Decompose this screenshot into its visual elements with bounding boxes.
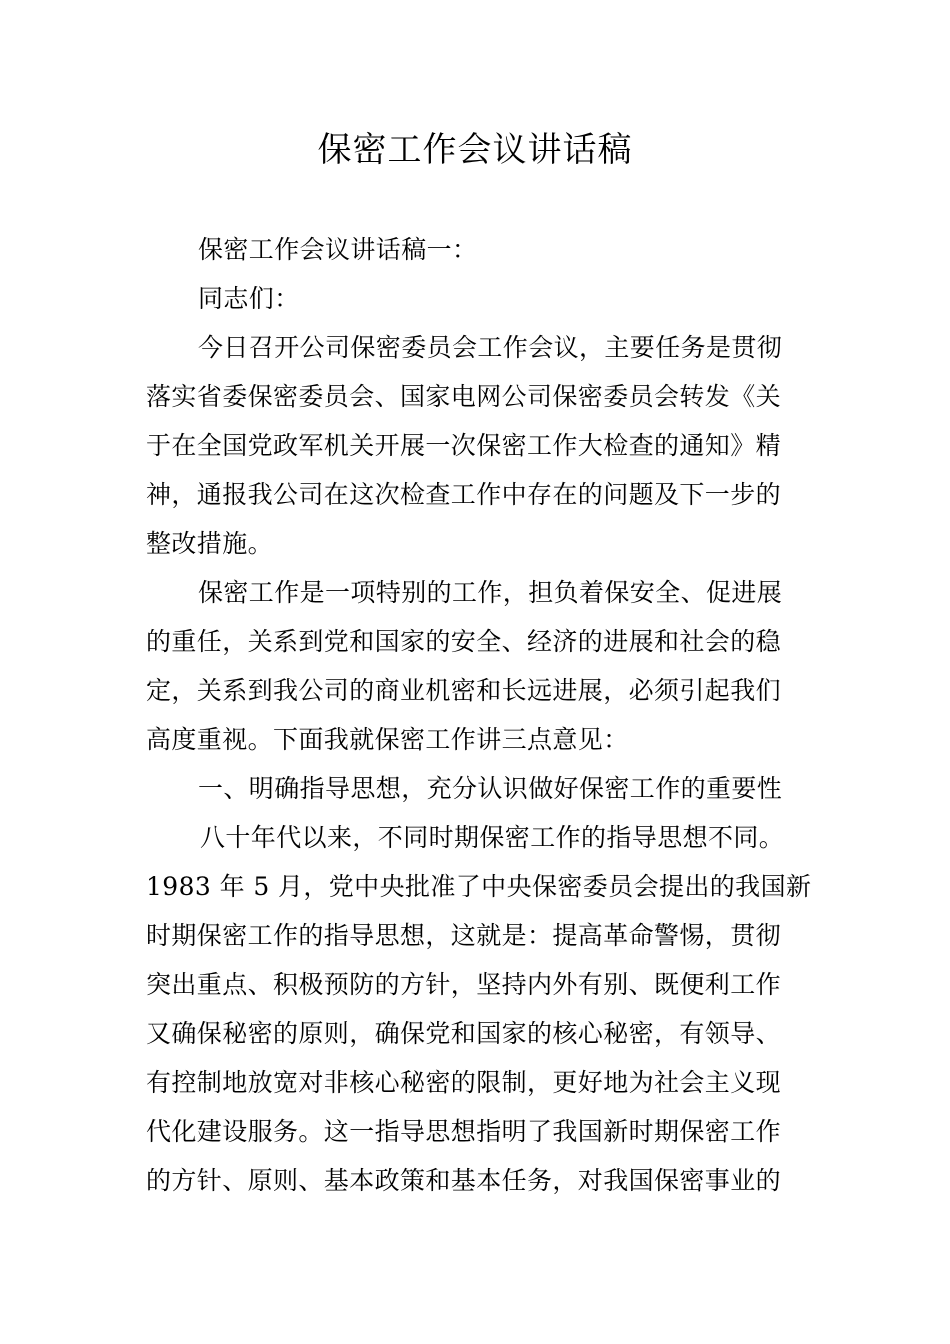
paragraph-line: 落实省委保密委员会、国家电网公司保密委员会转发《关 (146, 382, 782, 411)
paragraph-line: 八十年代以来，不同时期保密工作的指导思想不同。 (200, 823, 785, 852)
paragraph-line: 的方针、原则、基本政策和基本任务，对我国保密事业的 (146, 1166, 782, 1195)
paragraph-line: 时期保密工作的指导思想，这就是：提高革命警惕，贯彻 (146, 921, 782, 950)
paragraph-line: 有控制地放宽对非核心秘密的限制，更好地为社会主义现 (146, 1068, 782, 1097)
document-title: 保密工作会议讲话稿 (317, 130, 633, 170)
paragraph-line: 又确保秘密的原则，确保党和国家的核心秘密，有领导、 (146, 1019, 782, 1048)
paragraph-line: 的重任，关系到党和国家的安全、经济的进展和社会的稳 (146, 627, 782, 656)
paragraph-line: 整改措施。 (146, 529, 274, 558)
paragraph-line: 1983 年 5 月，党中央批准了中央保密委员会提出的我国新 (146, 872, 812, 901)
section-heading: 一、明确指导思想，充分认识做好保密工作的重要性 (198, 774, 783, 803)
document-body (146, 225, 812, 1205)
paragraph-line: 高度重视。下面我就保密工作讲三点意见： (146, 725, 629, 754)
paragraph-line: 今日召开公司保密委员会工作会议，主要任务是贯彻 (198, 333, 783, 362)
paragraph-line: 神，通报我公司在这次检查工作中存在的问题及下一步的 (146, 480, 782, 509)
paragraph-line: 定，关系到我公司的商业机密和长远进展，必须引起我们 (146, 676, 782, 705)
paragraph-line: 突出重点、积极预防的方针，坚持内外有别、既便利工作 (146, 970, 782, 999)
paragraph-line: 代化建设服务。这一指导思想指明了我国新时期保密工作 (146, 1117, 782, 1146)
paragraph-line: 同志们： (198, 284, 300, 313)
paragraph-line: 于在全国党政军机关开展一次保密工作大检查的通知》精 (146, 431, 782, 460)
paragraph-line: 保密工作会议讲话稿一： (198, 235, 478, 264)
paragraph-line: 保密工作是一项特别的工作，担负着保安全、促进展 (198, 578, 783, 607)
